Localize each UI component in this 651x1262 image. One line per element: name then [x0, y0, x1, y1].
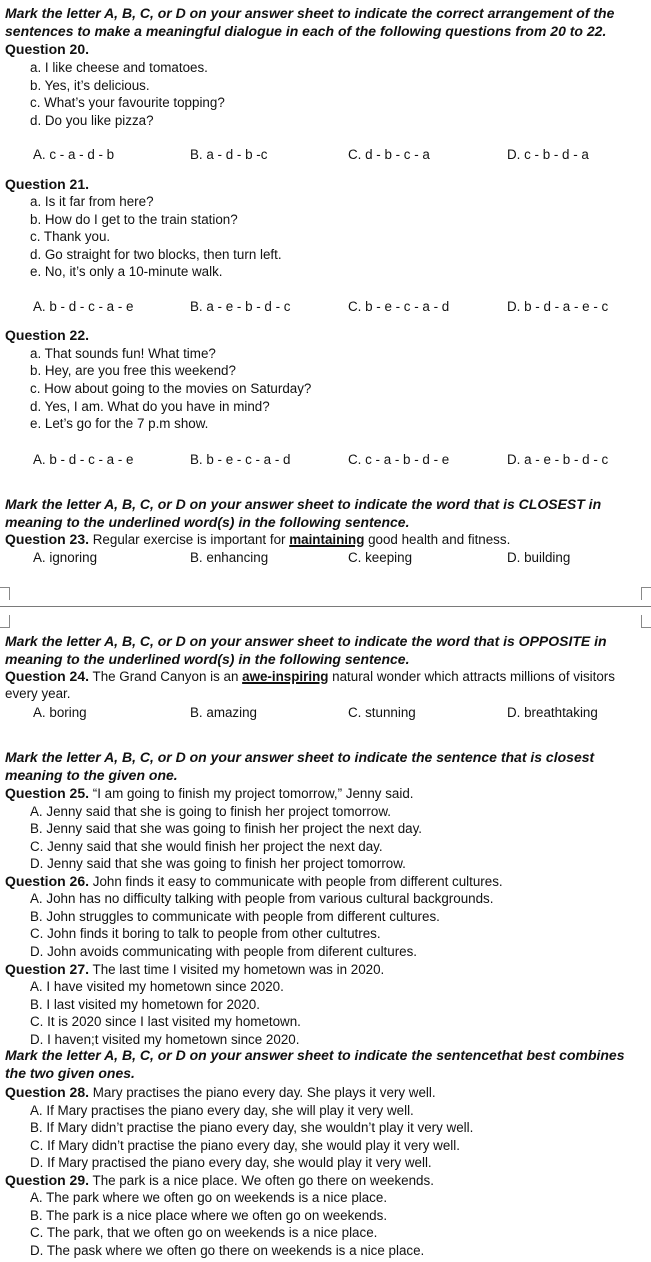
question-20-title: Question 20.: [5, 41, 90, 57]
q21-option-c[interactable]: C. b - e - c - a - d: [348, 299, 450, 314]
q26-option-a[interactable]: A. John has no difficulty talking with people from various cultural backgrounds.: [30, 891, 494, 906]
q26-text: John finds it easy to communicate with people from different cultures.: [89, 874, 503, 889]
q20-option-d[interactable]: D. c - b - d - a: [507, 147, 589, 162]
q22-item-c: c. How about going to the movies on Saturday?: [30, 381, 312, 396]
q25-option-c[interactable]: C. Jenny said that she would finish her project the next day.: [30, 839, 383, 854]
q24-options: [0, 704, 651, 721]
q20-options: [0, 146, 651, 163]
q23-text-after: good health and fitness.: [364, 532, 511, 547]
q29-option-c[interactable]: C. The park, that we often go on weekends is a nice place.: [30, 1225, 378, 1240]
q21-option-d[interactable]: D. b - d - a - e - c: [507, 299, 609, 314]
q24-underlined-word: awe-inspiring: [242, 669, 329, 684]
q27-option-a[interactable]: A. I have visited my hometown since 2020.: [30, 979, 284, 994]
q27-option-b[interactable]: B. I last visited my hometown for 2020.: [30, 997, 260, 1012]
q24-option-b[interactable]: B. amazing: [190, 705, 257, 720]
question-24-label: Question 24.: [5, 668, 90, 684]
q27-text: The last time I visited my hometown was in 2020.: [89, 962, 385, 977]
q22-option-d[interactable]: D. a - e - b - d - c: [507, 452, 609, 467]
q23-option-b[interactable]: B. enhancing: [190, 550, 269, 565]
question-21-title: Question 21.: [5, 176, 90, 192]
q20-item-d: d. Do you like pizza?: [30, 113, 154, 128]
question-23: [5, 531, 645, 548]
q23-option-a[interactable]: A. ignoring: [33, 550, 98, 565]
q23-underlined-word: maintaining: [289, 532, 365, 547]
q24-text-before: The Grand Canyon is an: [89, 669, 243, 684]
q29-option-b[interactable]: B. The park is a nice place where we often go on weekends.: [30, 1208, 388, 1223]
question-25-label: Question 25.: [5, 785, 90, 801]
q21-options: [0, 298, 651, 315]
q24-option-d[interactable]: D. breathtaking: [507, 705, 598, 720]
q20-item-a: a. I like cheese and tomatoes.: [30, 60, 208, 75]
q24-option-c[interactable]: C. stunning: [348, 705, 416, 720]
q29-option-d[interactable]: D. The pask where we often go there on weekends is a nice place.: [30, 1243, 425, 1258]
q28-text: Mary practises the piano every day. She plays it very well.: [89, 1085, 436, 1100]
q21-option-a[interactable]: A. b - d - c - a - e: [33, 299, 134, 314]
q28-option-a[interactable]: A. If Mary practises the piano every day, she will play it very well.: [30, 1103, 414, 1118]
q20-item-b: b. Yes, it’s delicious.: [30, 78, 150, 93]
q21-item-e: e. No, it’s only a 10-minute walk.: [30, 264, 223, 279]
instruction-opposite-meaning: Mark the letter A, B, C, or D on your answer sheet to indicate the word that is OPPOSITE in meaning to the underlined word(s) in the following sentence.: [5, 633, 607, 667]
q21-item-a: a. Is it far from here?: [30, 194, 154, 209]
q23-text-before: Regular exercise is important for: [89, 532, 290, 547]
q29-text: The park is a nice place. We often go there on weekends.: [89, 1173, 434, 1188]
instruction-closest-meaning: Mark the letter A, B, C, or D on your answer sheet to indicate the word that is CLOSEST in meaning to the underlined word(s) in the following sentence.: [5, 496, 602, 530]
instruction-closest-sentence: Mark the letter A, B, C, or D on your answer sheet to indicate the sentence that is closest meaning to the given one.: [5, 749, 595, 783]
q28-option-b[interactable]: B. If Mary didn’t practise the piano every day, she wouldn’t play it very well.: [30, 1120, 474, 1135]
q20-option-c[interactable]: C. d - b - c - a: [348, 147, 430, 162]
q22-options: [0, 451, 651, 468]
q26-option-c[interactable]: C. John finds it boring to talk to people from other cultutres.: [30, 926, 381, 941]
q28-option-c[interactable]: C. If Mary didn’t practise the piano every day, she would play it very well.: [30, 1138, 460, 1153]
question-27-label: Question 27.: [5, 961, 90, 977]
question-27: [5, 961, 645, 978]
q20-option-b[interactable]: B. a - d - b -c: [190, 147, 268, 162]
q22-item-e: e. Let’s go for the 7 p.m show.: [30, 416, 209, 431]
q25-option-b[interactable]: B. Jenny said that she was going to finish her project the next day.: [30, 821, 423, 836]
q23-options: [0, 549, 651, 566]
page-corner-top-right: [641, 587, 651, 600]
q22-option-a[interactable]: A. b - d - c - a - e: [33, 452, 134, 467]
instruction-combine-sentences: Mark the letter A, B, C, or D on your answer sheet to indicate the sentencethat best combines the two given ones.: [5, 1047, 625, 1081]
page-corner-top-left: [0, 587, 10, 600]
question-22-title: Question 22.: [5, 327, 90, 343]
q22-option-c[interactable]: C. c - a - b - d - e: [348, 452, 450, 467]
q23-option-c[interactable]: C. keeping: [348, 550, 413, 565]
q22-item-d: d. Yes, I am. What do you have in mind?: [30, 399, 270, 414]
q21-item-b: b. How do I get to the train station?: [30, 212, 238, 227]
q27-option-c[interactable]: C. It is 2020 since I last visited my hometown.: [30, 1014, 301, 1029]
q25-option-d[interactable]: D. Jenny said that she was going to finish her project tomorrow.: [30, 856, 406, 871]
page-break-divider: [0, 606, 651, 607]
q21-item-d: d. Go straight for two blocks, then turn left.: [30, 247, 282, 262]
q22-item-a: a. That sounds fun! What time?: [30, 346, 216, 361]
question-26-label: Question 26.: [5, 873, 90, 889]
question-28-label: Question 28.: [5, 1084, 90, 1100]
q25-option-a[interactable]: A. Jenny said that she is going to finish her project tomorrow.: [30, 804, 391, 819]
q22-item-b: b. Hey, are you free this weekend?: [30, 363, 236, 378]
q28-option-d[interactable]: D. If Mary practised the piano every day, she would play it very well.: [30, 1155, 432, 1170]
q25-text: “I am going to finish my project tomorrow,” Jenny said.: [89, 786, 414, 801]
question-24: [5, 668, 645, 702]
q22-option-b[interactable]: B. b - e - c - a - d: [190, 452, 291, 467]
question-29: [5, 1172, 645, 1189]
q23-option-d[interactable]: D. building: [507, 550, 571, 565]
page-corner-bottom-right: [641, 615, 651, 628]
page-corner-bottom-left: [0, 615, 10, 628]
q24-option-a[interactable]: A. boring: [33, 705, 87, 720]
q26-option-d[interactable]: D. John avoids communicating with people from diferent cultures.: [30, 944, 418, 959]
question-23-label: Question 23.: [5, 531, 90, 547]
q20-option-a[interactable]: A. c - a - d - b: [33, 147, 115, 162]
q27-option-d[interactable]: D. I haven;t visited my hometown since 2020.: [30, 1032, 300, 1047]
question-26: [5, 873, 645, 890]
instruction-arrangement: Mark the letter A, B, C, or D on your answer sheet to indicate the correct arrangement of the sentences to make a meaningful dialogue in each of the following questions from 20 to 22.: [5, 5, 615, 39]
q21-option-b[interactable]: B. a - e - b - d - c: [190, 299, 291, 314]
question-28: [5, 1084, 645, 1101]
q26-option-b[interactable]: B. John struggles to communicate with people from different cultures.: [30, 909, 440, 924]
q21-item-c: c. Thank you.: [30, 229, 111, 244]
q24-text-after: natural wonder which attracts millions of visitors every year.: [5, 669, 615, 701]
q20-item-c: c. What’s your favourite topping?: [30, 95, 225, 110]
question-25: [5, 785, 645, 802]
q29-option-a[interactable]: A. The park where we often go on weekends is a nice place.: [30, 1190, 388, 1205]
question-29-label: Question 29.: [5, 1172, 90, 1188]
